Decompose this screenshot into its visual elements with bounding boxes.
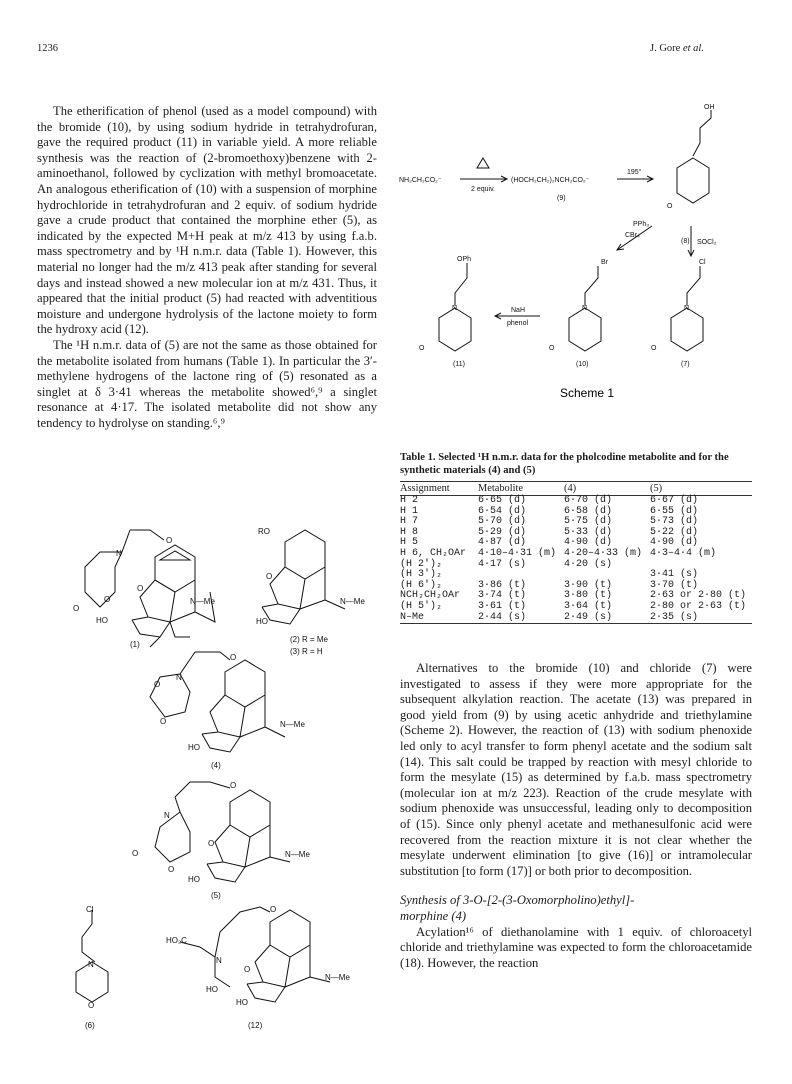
o-label-8: O [667, 203, 673, 210]
cell: 4·20 (s) [564, 558, 613, 570]
ho-label-12a: HO [206, 985, 218, 994]
cell: 5·73 (d) [650, 516, 699, 528]
paragraph-1: The etherification of phenol (used as a model compound) with the bromide (10), by using sodium hydride in tetrahydrofuran, gave the required product (11) in variable yield. A more reliable synthesis was the reaction of (2-bromoethoxy)benzene with 2-aminoethanol, followed by cyclization with methyl bromoacetate. An analogous etherification of (10) with a suspension of morphine hydrochloride in tetrahydrofuran and 2 equiv. of sodium hydride gave a crude product that contained the morphine ether (5), as indicated by the expected M+H peak at m/z 413 by using f.a.b. mass spectrometry and by ¹H n.m.r. data (Table 1). However, this material no longer had the m/z 413 peak after standing for several days and instead showed a new molecular ion at m/z 431. Thus, it appeared that the initial product (5) had reacted with adventitious moisture and undergone hydrolysis of the lactone moiety to form the hydroxy acid (12). [37, 104, 377, 337]
structure-2-3 [256, 527, 365, 656]
cell: (H 6′)₂ [400, 579, 443, 591]
table-header-row [400, 482, 752, 496]
paragraph-3: Alternatives to the bromide (10) and chloride (7) were investigated to assess if they were more appropriate for the subsequent alkylation reaction. The acetate (13) was prepared in good yield from (9) by using acetic anhydride and triethylamine (Scheme 2). However, the reaction of (13) with sodium phenoxide led only to acyl transfer to form phenyl acetate and the sodium salt (14). This salt could be trapped by reaction with mesyl chloride to form the mesylate (15) as determined by f.a.b. mass spectrometry (molecular ion at m/z 223). Reaction of the crude mesylate with sodium phenoxide was unsuccessful, leading only to decomposition of (15). Since only phenyl acetate and methanesulfonic acid were recovered from the reaction mixture it is not clear whether the mesylate underwent elimination [to give (16)] or intramolecular substitution [to form (17)] or both prior to decomposition. [400, 661, 752, 878]
o-label-4: O [230, 653, 237, 662]
structures-figure [30, 512, 390, 1032]
o-carbonyl-label: O [73, 604, 80, 613]
ho-label-12b: HO [236, 998, 248, 1007]
cell: (H 3′)₂ [400, 569, 443, 581]
o-carbonyl-5: O [132, 849, 139, 858]
caption-10: (10) [576, 361, 589, 368]
table-caption-label: Table 1. [400, 452, 436, 463]
ro-label: RO [258, 527, 270, 536]
table-row [400, 496, 752, 507]
ho-label-2: HO [256, 617, 268, 626]
cell: 6·70 (d) [564, 495, 613, 506]
reagent-cbr4: CBr₄ [625, 232, 640, 239]
table-header-5: (5) [650, 482, 752, 496]
cell: 4·10–4·31 (m) [478, 547, 557, 559]
cell: (H 2′)₂ [400, 558, 443, 570]
cell: 3·41 (s) [650, 569, 699, 581]
cell: 2·80 or 2·63 (t) [650, 600, 747, 612]
structure-5 [132, 781, 310, 900]
cell: 4·17 (s) [478, 558, 527, 570]
caption-11: (11) [453, 361, 465, 368]
caption-2: (2) R = Me [290, 635, 329, 644]
table-row [400, 560, 752, 571]
page-number: 1236 [37, 43, 58, 54]
cell: 4·90 (d) [650, 537, 699, 549]
cell: 2·49 (s) [564, 613, 650, 624]
cell: 3·64 (t) [564, 600, 613, 612]
caption-4: (4) [211, 761, 221, 770]
n-label-10: N [582, 305, 588, 312]
cell: N–Me [400, 613, 478, 624]
scheme-intermediate: (HOCH₂CH₂)₂NCH₂CO₂⁻ [511, 177, 590, 184]
structure-12 [166, 905, 350, 1030]
o-label-10: O [549, 345, 555, 352]
cell: NCH₂CH₂OAr [400, 590, 461, 602]
caption-6: (6) [85, 1021, 95, 1030]
structure-1 [73, 530, 215, 649]
section-heading-line-1: Synthesis of 3-O-[2-(3-Oxomorpholino)ethyl]- [400, 893, 635, 908]
nme-label: N—Me [190, 597, 215, 606]
structure-4 [150, 652, 305, 770]
n-label-7: N [684, 305, 690, 312]
cell: 4·3–4·4 (m) [650, 547, 717, 559]
cell: (H 5′)₂ [400, 600, 443, 612]
nme-label-2: N—Me [340, 597, 365, 606]
table-header-assignment: Assignment [400, 482, 478, 496]
structure-6 [76, 905, 108, 1030]
o-bridge-5: O [208, 839, 215, 848]
cell: 5·75 (d) [564, 516, 613, 528]
ho-label: HO [96, 616, 108, 625]
cell: 6·58 (d) [564, 505, 613, 517]
cell: 6·55 (d) [650, 505, 699, 517]
cl-label-6: Cl [86, 905, 94, 914]
ho-label-4: HO [188, 743, 200, 752]
cell: 3·86 (t) [478, 579, 527, 591]
scheme-1-figure [395, 98, 760, 403]
cell: H 5 [400, 537, 419, 549]
cell: 6·67 (d) [650, 495, 699, 506]
running-title-etal: et al. [682, 43, 704, 54]
table-header-metabolite: Metabolite [478, 482, 564, 496]
o-ring-4: O [160, 717, 167, 726]
o-label-11: O [419, 345, 425, 352]
cell: 6·54 (d) [478, 505, 527, 517]
cell: 3·80 (t) [564, 590, 613, 602]
n-label-4: N [176, 673, 182, 682]
nme-label-4: N—Me [280, 720, 305, 729]
ho2c-label: HO₂C [166, 936, 187, 945]
cell: 5·22 (d) [650, 526, 699, 538]
cell: H 7 [400, 516, 419, 528]
o-bridge-label-2: O [266, 572, 273, 581]
n-label: N [116, 549, 122, 558]
oh-label: OH [704, 104, 715, 111]
left-column-text [37, 104, 377, 431]
table-row [400, 549, 752, 560]
scheme-reactant: NH₂CH₂CO₂⁻ [399, 177, 442, 184]
o-label-7: O [651, 345, 657, 352]
o-bridge-label: O [137, 584, 144, 593]
cell: 4·90 (d) [564, 537, 613, 549]
reagent-nah: NaH [511, 307, 526, 314]
nmr-table [400, 481, 752, 624]
table-row [400, 602, 752, 613]
reagent-phenol: phenol [507, 320, 529, 327]
nme-label-12: N—Me [325, 973, 350, 982]
caption-12: (12) [248, 1021, 263, 1030]
section-heading [400, 893, 752, 924]
o-label-5: O [230, 781, 237, 790]
cell: H 1 [400, 505, 419, 517]
n-label-11: N [452, 305, 458, 312]
paragraph-4: Acylation¹⁶ of diethanolamine with 1 equiv. of chloroacetyl chloride and triethylamine was expected to form the chloroacetamide (18). However, the reaction [400, 924, 752, 970]
n-label-12: N [216, 956, 222, 965]
cell: 2·35 (s) [650, 613, 752, 624]
cell: 3·74 (t) [478, 590, 527, 602]
n-label-6: N [88, 960, 94, 969]
nme-label-5: N—Me [285, 850, 310, 859]
table-header-4: (4) [564, 482, 650, 496]
caption-8: (8) [681, 238, 690, 245]
caption-5: (5) [211, 891, 221, 900]
o-label-12: O [270, 905, 277, 914]
cell: 3·61 (t) [478, 600, 527, 612]
right-column-text [400, 661, 752, 971]
caption-1: (1) [130, 640, 140, 649]
table-row [400, 613, 752, 624]
cell: 5·29 (d) [478, 526, 527, 538]
ho-label-5: HO [188, 875, 200, 884]
cl-label-7: Cl [699, 259, 706, 266]
cell: 6·65 (d) [478, 495, 527, 506]
scheme-equiv: 2 equiv. [471, 186, 495, 193]
cell: 4·20–4·33 (m) [564, 547, 643, 559]
caption-7: (7) [681, 361, 690, 368]
n-label-5: N [164, 811, 170, 820]
paragraph-2: The ¹H n.m.r. data of (5) are not the same as those obtained for the metabolite isolated from humans (Table 1). In particular the 3′-methylene hydrogens of the lactone ring of (5) resonated as a singlet at δ 3·41 whereas the metabolite showed⁶,⁹ a singlet resonance at 4·17. The isolated metabolite did not show any tendency to hydrolyse on standing.⁶,⁹ [37, 337, 377, 430]
o-bridge-12: O [244, 965, 251, 974]
cell: 5·70 (d) [478, 516, 527, 528]
br-label: Br [601, 259, 608, 266]
scheme-title: Scheme 1 [560, 386, 615, 400]
cell: H 6, CH₂OAr [400, 547, 467, 559]
cell: 4·87 (d) [478, 537, 527, 549]
cell: H 8 [400, 526, 419, 538]
running-title [650, 43, 704, 54]
reagent-socl2: SOCl₂ [697, 239, 717, 246]
o-carbonyl-4: O [154, 680, 161, 689]
cell: 2·44 (s) [478, 613, 564, 624]
running-title-authors: J. Gore [650, 43, 681, 54]
caption-9: (9) [557, 195, 566, 202]
section-heading-line-2: morphine (4) [400, 908, 467, 923]
scheme-temp: 195° [627, 169, 642, 176]
o-label: O [166, 536, 173, 545]
table-caption-text: Selected ¹H n.m.r. data for the pholcodine metabolite and for the synthetic materials (4) and (5) [400, 452, 729, 476]
o-label-6: O [88, 1001, 95, 1010]
oph-label: OPh [457, 256, 472, 263]
cell: 5·33 (d) [564, 526, 613, 538]
o-ring-label: O [104, 595, 111, 604]
cell: 2·63 or 2·80 (t) [650, 590, 747, 602]
table-caption [400, 452, 752, 477]
cell: 3·70 (t) [650, 579, 699, 591]
cell: 3·90 (t) [564, 579, 613, 591]
caption-3: (3) R = H [290, 647, 323, 656]
reagent-pph3: PPh₃ [633, 221, 650, 228]
o-ring-5: O [168, 865, 175, 874]
cell: H 2 [400, 495, 419, 506]
